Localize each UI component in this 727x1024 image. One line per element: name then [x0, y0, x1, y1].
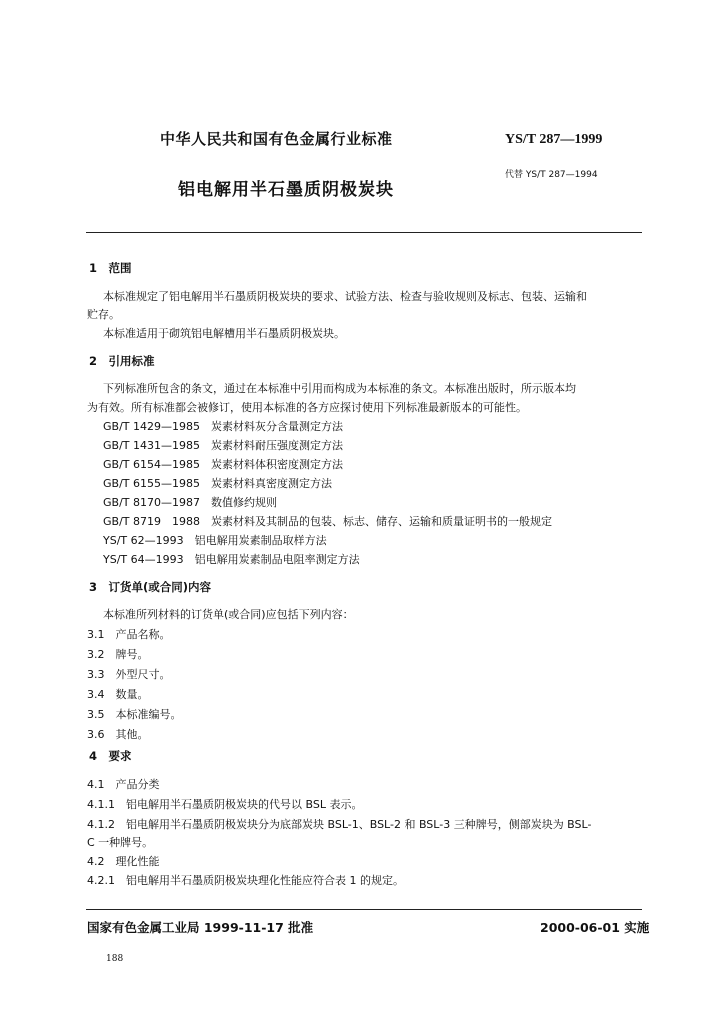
section-2-heading: 2 引用标准	[89, 354, 155, 368]
section-1-heading: 1 范围	[89, 261, 132, 275]
section-4-subheading: 4.1 产品分类	[87, 778, 160, 791]
reference-item: GB/T 6155—1985 炭素材料真密度测定方法	[103, 477, 332, 490]
section-2-paragraph-b: 为有效。所有标准都会被修订，使用本标准的各方应探讨使用下列标准最新版本的可能性。	[87, 401, 527, 414]
section-4-paragraph: 4.1.2 铝电解用半石墨质阴极炭块分为底部炭块 BSL-1、BSL-2 和 BSL-3 三种牌号，侧部炭块为 BSL-	[87, 818, 592, 831]
reference-item: GB/T 8719 1988 炭素材料及其制品的包装、标志、储存、运输和质量证明书的一般规定	[103, 515, 552, 528]
section-3-intro: 本标准所列材料的订货单(或合同)应包括下列内容：	[103, 608, 354, 621]
section-4-subheading: 4.2 理化性能	[87, 855, 160, 868]
section-4-paragraph: 4.1.1 铝电解用半石墨质阴极炭块的代号以 BSL 表示。	[87, 798, 363, 811]
order-item: 3.1 产品名称。	[87, 628, 171, 641]
reference-item: GB/T 6154—1985 炭素材料体积密度测定方法	[103, 458, 343, 471]
section-1-paragraph-1b: 贮存。	[87, 308, 120, 321]
standard-code: YS/T 287—1999	[505, 132, 603, 147]
page-number: 188	[106, 954, 124, 964]
reference-item: GB/T 1429—1985 炭素材料灰分含量测定方法	[103, 420, 343, 433]
order-item: 3.6 其他。	[87, 728, 149, 741]
header-divider	[86, 232, 642, 233]
section-3-heading: 3 订货单(或合同)内容	[89, 580, 212, 594]
standard-category-title: 中华人民共和国有色金属行业标准	[160, 130, 393, 148]
order-item: 3.4 数量。	[87, 688, 149, 701]
order-item: 3.2 牌号。	[87, 648, 149, 661]
effective-date: 2000-06-01 实施	[540, 920, 650, 935]
order-item: 3.3 外型尺寸。	[87, 668, 171, 681]
section-4-paragraph: C 一种牌号。	[87, 836, 154, 849]
section-4-heading: 4 要求	[89, 749, 132, 763]
section-4-paragraph: 4.2.1 铝电解用半石墨质阴极炭块理化性能应符合表 1 的规定。	[87, 874, 404, 887]
issued-by: 国家有色金属工业局 1999-11-17 批准	[87, 920, 314, 935]
footer-divider	[86, 909, 642, 910]
reference-item: YS/T 64—1993 铝电解用炭素制品电阻率测定方法	[103, 553, 360, 566]
document-title: 铝电解用半石墨质阴极炭块	[178, 180, 394, 200]
section-2-paragraph-a: 下列标准所包含的条文，通过在本标准中引用而构成为本标准的条文。本标准出版时，所示版本均	[103, 382, 576, 395]
reference-item: GB/T 8170—1987 数值修约规则	[103, 496, 277, 509]
reference-item: YS/T 62—1993 铝电解用炭素制品取样方法	[103, 534, 327, 547]
section-1-paragraph-1a: 本标准规定了铝电解用半石墨质阴极炭块的要求、试验方法、检查与验收规则及标志、包装、运输和	[103, 290, 587, 303]
reference-item: GB/T 1431—1985 炭素材料耐压强度测定方法	[103, 439, 343, 452]
section-1-paragraph-2: 本标准适用于砌筑铝电解槽用半石墨质阴极炭块。	[103, 327, 345, 340]
replaces-note: 代替 YS/T 287—1994	[505, 170, 598, 180]
order-item: 3.5 本标准编号。	[87, 708, 182, 721]
